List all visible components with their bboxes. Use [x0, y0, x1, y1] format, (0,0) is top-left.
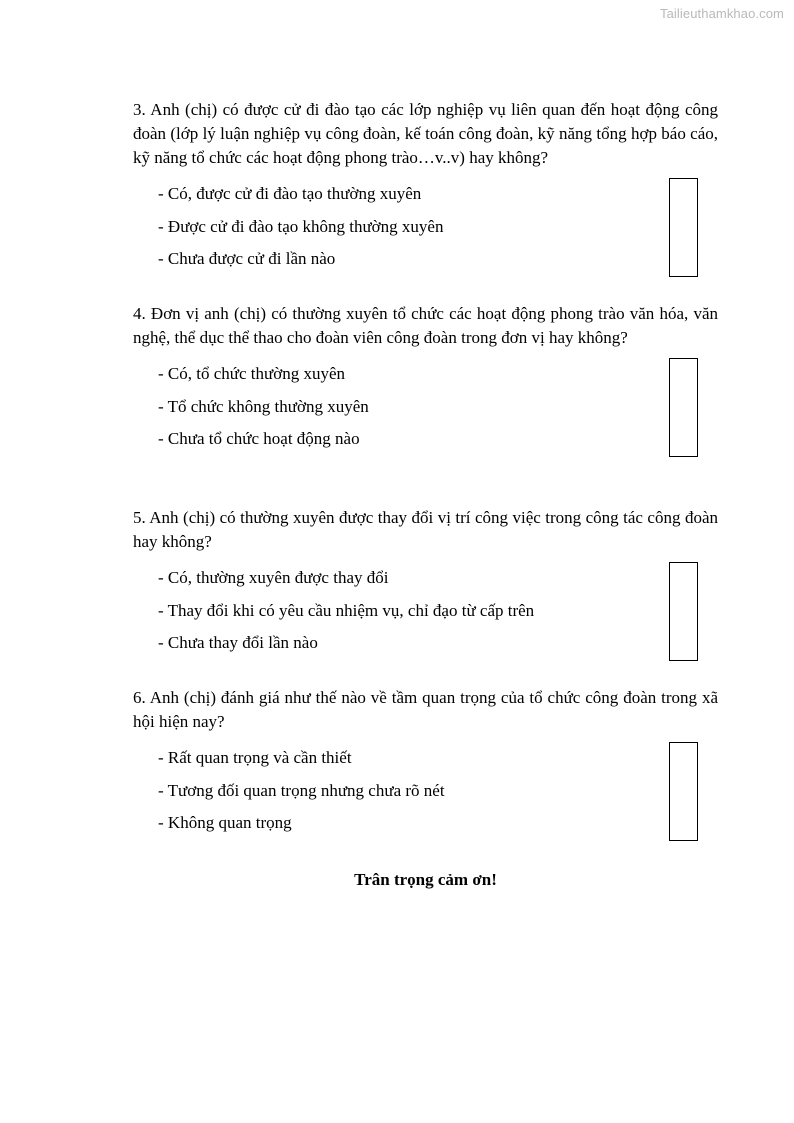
options-list — [133, 742, 718, 840]
question-text: 6. Anh (chị) đánh giá như thế nào về tầm quan trọng của tổ chức công đoàn trong xã hội hiện nay? — [133, 688, 718, 731]
option-row — [133, 211, 718, 244]
answer-checkbox[interactable] — [669, 391, 698, 425]
closing-thanks: Trân trọng cảm ơn! — [354, 870, 497, 889]
option-label: - Có, tổ chức thường xuyên — [158, 364, 345, 383]
option-label: - Chưa được cử đi lần nào — [158, 249, 336, 268]
answer-checkbox[interactable] — [669, 775, 698, 809]
option-label: - Thay đổi khi có yêu cầu nhiệm vụ, chỉ đạo từ cấp trên — [158, 600, 535, 620]
option-row — [133, 358, 718, 391]
option-label: - Chưa thay đổi lần nào — [158, 633, 318, 652]
option-label: - Có, thường xuyên được thay đổi — [158, 568, 389, 587]
answer-checkbox[interactable] — [669, 243, 698, 277]
options-list — [133, 178, 718, 276]
option-row — [133, 595, 718, 628]
answer-checkbox[interactable] — [669, 562, 698, 596]
option-label: - Rất quan trọng và cần thiết — [158, 748, 352, 767]
option-label: - Tổ chức không thường xuyên — [158, 396, 369, 416]
option-row — [133, 627, 718, 660]
options-list — [133, 358, 718, 456]
question-3 — [133, 98, 718, 276]
answer-checkbox[interactable] — [669, 595, 698, 629]
answer-checkbox[interactable] — [669, 742, 698, 776]
option-label: - Có, được cử đi đào tạo thường xuyên — [158, 184, 422, 203]
option-row — [133, 742, 718, 775]
answer-checkbox[interactable] — [669, 178, 698, 212]
watermark: Tailieuthamkhao.com — [659, 6, 784, 21]
option-row — [133, 775, 718, 808]
option-row — [133, 178, 718, 211]
answer-checkbox[interactable] — [669, 211, 698, 245]
answer-checkbox[interactable] — [669, 423, 698, 457]
option-label: - Chưa tổ chức hoạt động nào — [158, 429, 360, 448]
question-text: 4. Đơn vị anh (chị) có thường xuyên tổ chức các hoạt động phong trào văn hóa, văn nghệ, thể dục thể thao cho đoàn viên công đoàn trong đơn vị hay không? — [133, 304, 718, 347]
question-text: 5. Anh (chị) có thường xuyên được thay đổi vị trí công việc trong công tác công đoàn hay không? — [133, 508, 718, 551]
option-row — [133, 807, 718, 840]
question-6 — [133, 686, 718, 840]
options-list — [133, 562, 718, 660]
option-row — [133, 391, 718, 424]
question-5 — [133, 506, 718, 660]
option-label: - Không quan trọng — [158, 813, 292, 832]
option-label: - Được cử đi đào tạo không thường xuyên — [158, 216, 444, 236]
option-row — [133, 423, 718, 456]
answer-checkbox[interactable] — [669, 358, 698, 392]
option-row — [133, 562, 718, 595]
answer-checkbox[interactable] — [669, 627, 698, 661]
option-label: - Tương đối quan trọng nhưng chưa rõ nét — [158, 780, 445, 800]
answer-checkbox[interactable] — [669, 807, 698, 841]
question-text: 3. Anh (chị) có được cử đi đào tạo các lớp nghiệp vụ liên quan đến hoạt động công đoàn (lớp lý luận nghiệp vụ công đoàn, kế toán công đoàn, kỹ năng tổng hợp báo cáo, kỹ năng tổ chức các hoạt động phong trào…v..v) hay không? — [133, 100, 718, 167]
option-row — [133, 243, 718, 276]
question-4 — [133, 302, 718, 456]
